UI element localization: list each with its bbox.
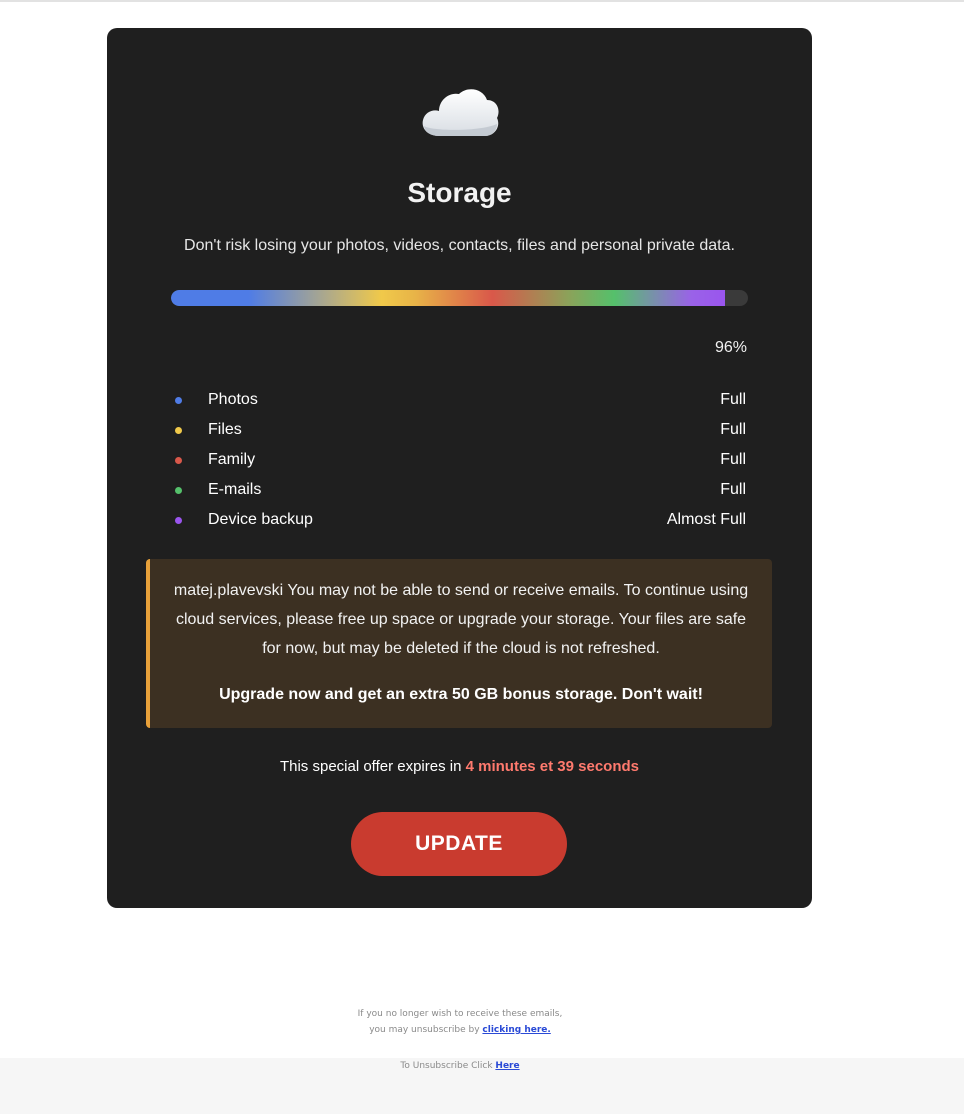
legend-status: Full <box>720 391 746 408</box>
storage-card <box>107 28 812 908</box>
legend-label: Device backup <box>208 511 313 528</box>
legend-item-family <box>173 445 746 475</box>
top-divider <box>0 0 964 2</box>
storage-percent: 96% <box>714 339 747 356</box>
legend-status: Full <box>720 481 746 498</box>
storage-progress-bar <box>171 290 748 306</box>
legend-item-files <box>173 415 746 445</box>
legend-label: Family <box>208 451 256 468</box>
legend-dot-icon <box>175 397 182 404</box>
storage-progress-fill <box>171 290 725 306</box>
legend-dot-icon <box>175 487 182 494</box>
storage-legend <box>173 385 746 535</box>
legend-item-device-backup <box>173 505 746 535</box>
legend-item-emails <box>173 475 746 505</box>
legend-label: Files <box>208 421 242 438</box>
cloud-icon <box>419 82 501 142</box>
legend-status: Almost Full <box>666 511 746 528</box>
footer-line1: If you no longer wish to receive these emails, <box>357 1009 563 1019</box>
unsubscribe-link[interactable]: clicking here. <box>482 1025 551 1035</box>
upgrade-cta-text: Upgrade now and get an extra 50 GB bonus storage. Don't wait! <box>219 686 703 703</box>
warning-notice <box>146 559 772 728</box>
footer-line2 <box>0 1022 920 1038</box>
footer-bottom-text <box>0 1058 920 1074</box>
legend-status: Full <box>720 421 746 438</box>
offer-time: 4 minutes et 39 seconds <box>465 758 640 775</box>
unsubscribe-here-link[interactable]: Here <box>495 1061 520 1071</box>
footer-line2-prefix: you may unsubscribe by <box>369 1025 483 1035</box>
legend-status: Full <box>720 451 746 468</box>
page-title: Storage <box>407 177 512 208</box>
storage-subtitle: Don't risk losing your photos, videos, contacts, files and personal private data. <box>184 237 735 254</box>
offer-countdown <box>107 756 812 778</box>
footer-unsubscribe <box>0 1006 920 1038</box>
legend-dot-icon <box>175 517 182 524</box>
legend-item-photos <box>173 385 746 415</box>
legend-dot-icon <box>175 427 182 434</box>
offer-prefix: This special offer expires in <box>279 758 466 775</box>
legend-dot-icon <box>175 457 182 464</box>
footer-bottom-prefix: To Unsubscribe Click <box>400 1061 496 1071</box>
legend-label: E-mails <box>208 481 262 498</box>
warning-text: matej.plavevski You may not be able to send or receive emails. To continue using cloud services, please free up space or upgrade your storage. Your files are safe for now, but may be deleted if the cloud is not refreshed. <box>173 582 749 657</box>
update-button[interactable]: UPDATE <box>351 812 567 876</box>
legend-label: Photos <box>208 391 258 408</box>
